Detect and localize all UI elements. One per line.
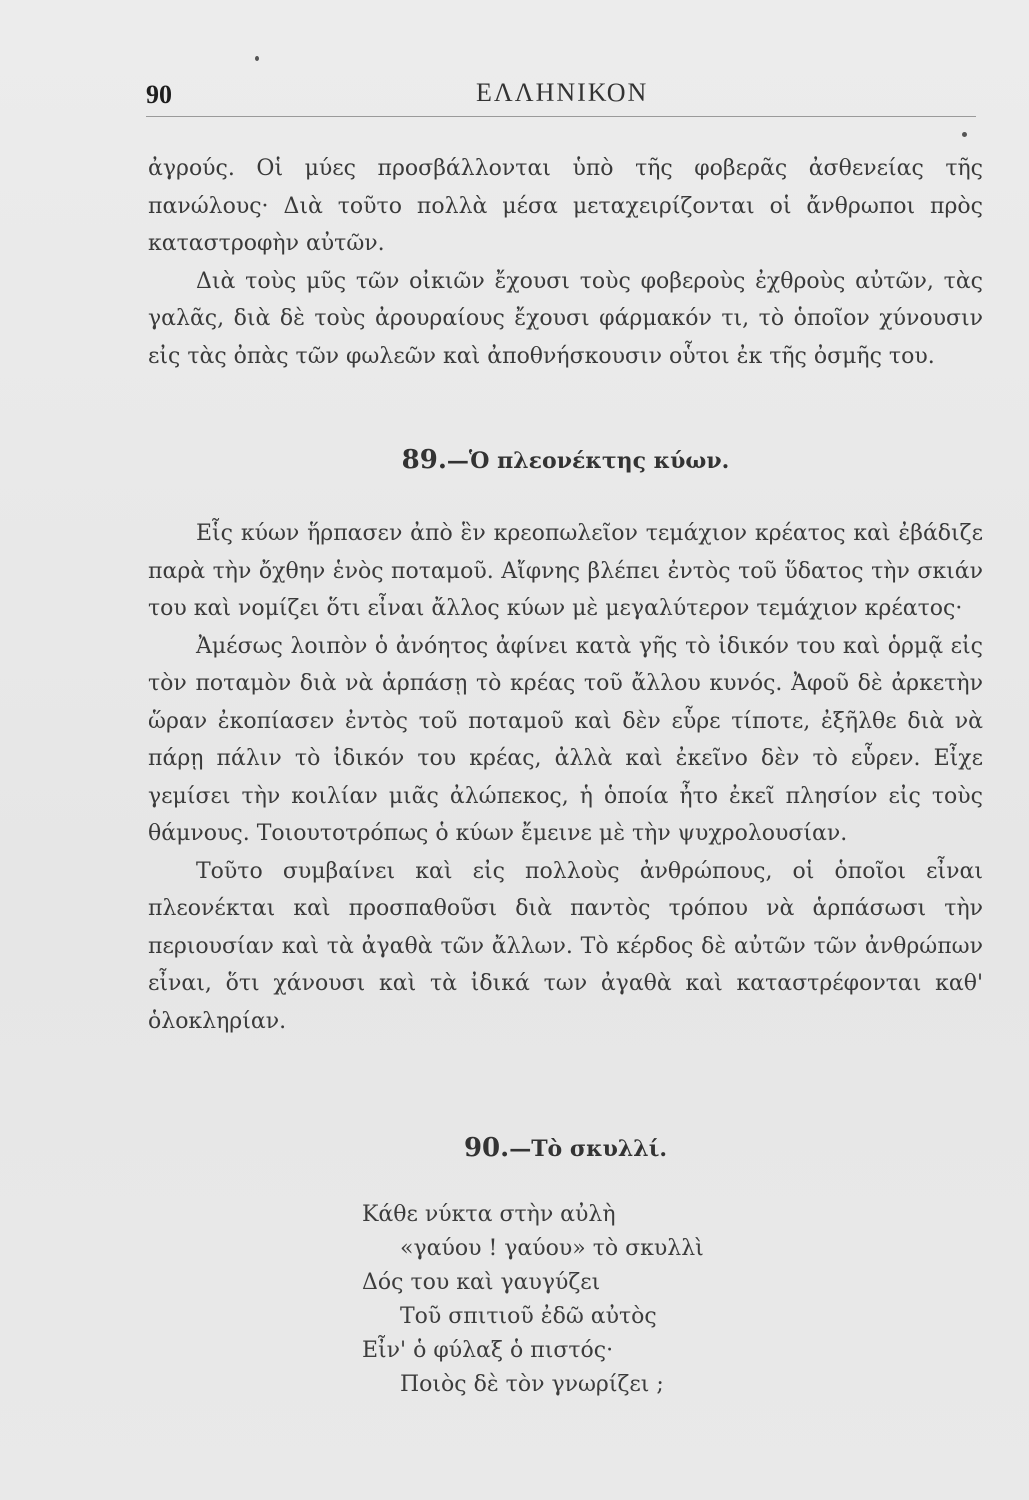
- section-number: 89.: [401, 445, 447, 475]
- poem-line: Ποιὸς δὲ τὸν γνωρίζει ;: [400, 1372, 664, 1397]
- ink-speck: [255, 56, 259, 61]
- poem: [362, 1198, 882, 1402]
- section-heading-90: [148, 1133, 983, 1163]
- ink-speck: [962, 132, 967, 137]
- paragraph: Εἷς κύων ἥρπασεν ἀπὸ ἓν κρεοπωλεῖον τεμάχιον κρέατος καὶ ἐβάδιζε παρὰ τὴν ὄχθην ἑνὸς ποταμοῦ. Αἴφνης βλέπει ἐντὸς τοῦ ὕδατος τὴν σκιάν του καὶ νομίζει ὅτι εἶναι ἄλλος κύων μὲ μεγαλύτερον τεμάχιον κρέατος·: [148, 521, 983, 621]
- poem-line: Εἶν' ὁ φύλαξ ὁ πιστός·: [362, 1338, 614, 1363]
- poem-line: Τοῦ σπιτιοῦ ἐδῶ αὐτὸς: [400, 1304, 657, 1329]
- section-89-text: [148, 515, 983, 1040]
- section-heading-89: [148, 445, 983, 475]
- page-header: [146, 72, 976, 117]
- intro-text: [148, 150, 983, 375]
- poem-line: «γαύου ! γαύου» τὸ σκυλλὶ: [400, 1236, 704, 1261]
- poem-line: Δός του καὶ γαυγύζει: [362, 1270, 601, 1295]
- paragraph: Ἀμέσως λοιπὸν ὁ ἀνόητος ἀφίνει κατὰ γῆς τὸ ἰδικόν του καὶ ὁρμᾷ εἰς τὸν ποταμὸν διὰ νὰ ἁρπάσῃ τὸ κρέας τοῦ ἄλλου κυνός. Ἀφοῦ δὲ ἀρκετὴν ὥραν ἐκοπίασεν ἐντὸς τοῦ ποταμοῦ καὶ δὲν εὗρε τίποτε, ἐξῆλθε διὰ νὰ πάρῃ πάλιν τὸ ἰδικόν του κρέας, ἀλλὰ καὶ ἐκεῖνο δὲν τὸ εὗρεν. Εἶχε γεμίσει τὴν κοιλίαν μιᾶς ἀλώπεκος, ἡ ὁποία ἦτο ἐκεῖ πλησίον εἰς τοὺς θάμνους. Τοιουτοτρόπως ὁ κύων ἔμεινε μὲ τὴν ψυχρολουσίαν.: [148, 633, 983, 846]
- page-number: 90: [146, 80, 172, 109]
- section-title: —Ὁ πλεονέκτης κύων.: [446, 448, 730, 474]
- paragraph: Διὰ τοὺς μῦς τῶν οἰκιῶν ἔχουσι τοὺς φοβεροὺς ἐχθροὺς αὐτῶν, τὰς γαλᾶς, διὰ δὲ τοὺς ἀρουραίους ἔχουσι φάρμακόν τι, τὸ ὁποῖον χύνουσιν εἰς τὰς ὀπὰς τῶν φωλεῶν καὶ ἀποθνήσκουσιν οὗτοι ἐκ τῆς ὀσμῆς του.: [148, 268, 983, 369]
- poem-line: Κάθε νύκτα στὴν αὐλὴ: [362, 1202, 616, 1227]
- section-title: —Τὸ σκυλλί.: [509, 1136, 668, 1162]
- section-number: 90.: [463, 1133, 510, 1163]
- paragraph: ἀγρούς. Οἱ μύες προσβάλλονται ὑπὸ τῆς φοβερᾶς ἀσθενείας τῆς πανώλους· Διὰ τοῦτο πολλὰ μέσα μεταχειρίζονται οἱ ἄνθρωποι πρὸς καταστροφὴν αὐτῶν.: [148, 156, 983, 256]
- paragraph: Τοῦτο συμβαίνει καὶ εἰς πολλοὺς ἀνθρώπους, οἱ ὁποῖοι εἶναι πλεονέκται καὶ προσπαθοῦσι διὰ παντὸς τρόπου νὰ ἁρπάσωσι τὴν περιουσίαν καὶ τὰ ἀγαθὰ τῶν ἄλλων. Τὸ κέρδος δὲ αὐτῶν τῶν ἀνθρώπων εἶναι, ὅτι χάνουσι καὶ τὰ ἰδικά των ἀγαθὰ καὶ καταστρέφονται καθ' ὁλοκληρίαν.: [148, 858, 983, 1034]
- running-title: ΕΛΛΗΝΙΚΟΝ: [476, 78, 649, 107]
